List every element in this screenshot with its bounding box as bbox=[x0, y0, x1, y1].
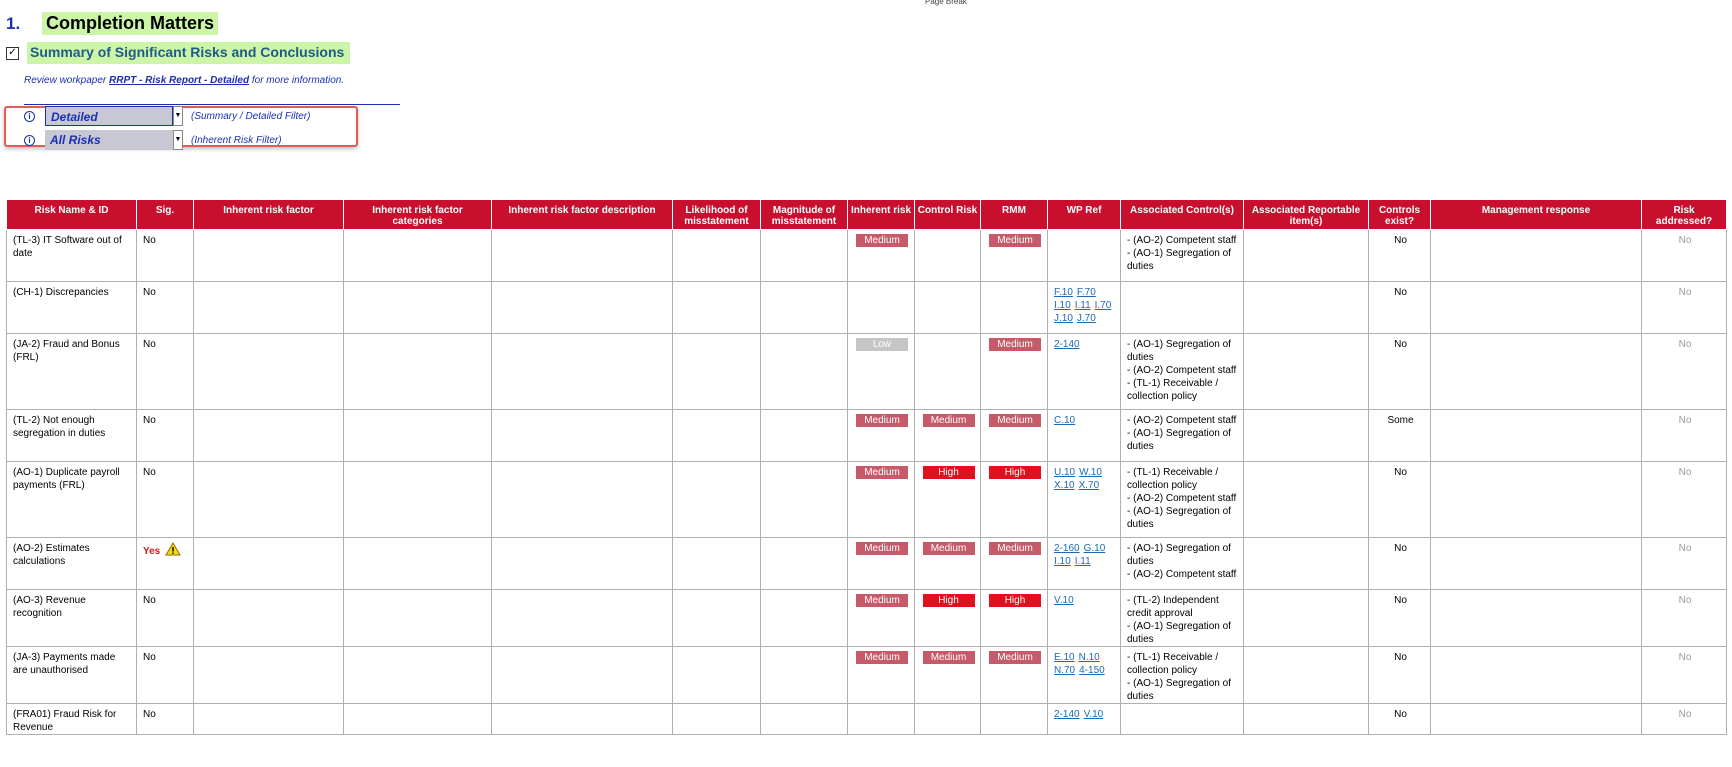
sig-cell bbox=[137, 334, 194, 410]
associated-controls-cell bbox=[1121, 282, 1244, 334]
sig-value: No bbox=[143, 339, 156, 350]
management-response-cell[interactable] bbox=[1431, 282, 1642, 334]
associated-controls-cell bbox=[1121, 230, 1244, 282]
sig-value: No bbox=[143, 287, 156, 298]
wp-ref-link[interactable]: 2-140 bbox=[1054, 709, 1080, 720]
controls-exist-cell: No bbox=[1369, 334, 1431, 410]
column-header: Inherent risk factor categories bbox=[344, 200, 492, 230]
wp-ref-link[interactable]: 2-160 bbox=[1054, 543, 1080, 554]
inherent-risk-factor-cell[interactable] bbox=[194, 704, 344, 735]
sig-value: No bbox=[143, 709, 156, 720]
section-number: 1. bbox=[6, 13, 21, 33]
associated-controls-cell bbox=[1121, 647, 1244, 704]
risk-name-cell[interactable]: (JA-2) Fraud and Bonus (FRL) bbox=[7, 334, 137, 410]
sig-cell bbox=[137, 282, 194, 334]
controls-exist-cell: No bbox=[1369, 647, 1431, 704]
chevron-down-icon[interactable]: ▼ bbox=[173, 130, 183, 150]
inherent-risk-cell bbox=[848, 538, 915, 590]
table-row bbox=[7, 282, 1727, 334]
controls-exist-cell: No bbox=[1369, 704, 1431, 735]
sig-cell bbox=[137, 462, 194, 538]
review-suffix: for more information. bbox=[249, 75, 345, 86]
control-item: - (AO-2) Competent staff bbox=[1127, 415, 1237, 426]
column-header: Sig. bbox=[137, 200, 194, 230]
controls-exist-cell: No bbox=[1369, 282, 1431, 334]
controls-exist-cell: No bbox=[1369, 590, 1431, 647]
table-row bbox=[7, 647, 1727, 704]
management-response-cell[interactable] bbox=[1431, 410, 1642, 462]
review-note bbox=[24, 75, 344, 86]
column-header: Risk addressed? bbox=[1642, 200, 1727, 230]
associated-controls-cell bbox=[1121, 462, 1244, 538]
inherent-risk-factor-description-cell[interactable] bbox=[492, 410, 673, 462]
wp-ref-link[interactable]: V.10 bbox=[1054, 595, 1074, 606]
control-item: - (AO-2) Competent staff bbox=[1127, 493, 1237, 504]
risk-level-badge: High bbox=[923, 594, 975, 607]
rmm-cell bbox=[981, 590, 1048, 647]
inherent-risk-cell bbox=[848, 282, 915, 334]
summary-detailed-dropdown[interactable]: Detailed bbox=[45, 106, 173, 126]
inherent-risk-factor-categories-cell[interactable] bbox=[344, 410, 492, 462]
control-risk-cell bbox=[915, 704, 981, 735]
inherent-risk-factor-categories-cell[interactable] bbox=[344, 334, 492, 410]
management-response-cell[interactable] bbox=[1431, 647, 1642, 704]
control-risk-cell bbox=[915, 410, 981, 462]
controls-exist-cell: No bbox=[1369, 230, 1431, 282]
likelihood-cell[interactable] bbox=[673, 704, 761, 735]
wp-ref-link[interactable]: X.70 bbox=[1078, 480, 1100, 491]
likelihood-cell[interactable] bbox=[673, 334, 761, 410]
risk-table bbox=[6, 199, 1727, 735]
column-header: Inherent risk bbox=[848, 200, 915, 230]
inherent-risk-factor-description-cell[interactable] bbox=[492, 704, 673, 735]
reportable-items-cell[interactable] bbox=[1244, 334, 1369, 410]
sig-cell bbox=[137, 410, 194, 462]
rmm-cell bbox=[981, 704, 1048, 735]
inherent-risk-factor-categories-cell[interactable] bbox=[344, 462, 492, 538]
inherent-risk-factor-description-cell[interactable] bbox=[492, 538, 673, 590]
likelihood-cell[interactable] bbox=[673, 462, 761, 538]
subsection-title: Summary of Significant Risks and Conclusions bbox=[27, 42, 350, 64]
reportable-items-cell[interactable] bbox=[1244, 282, 1369, 334]
management-response-cell[interactable] bbox=[1431, 462, 1642, 538]
wp-ref-link[interactable]: I.70 bbox=[1094, 300, 1112, 311]
table-header-row bbox=[7, 200, 1727, 230]
column-header: Controls exist? bbox=[1369, 200, 1431, 230]
table-row bbox=[7, 462, 1727, 538]
rmm-cell bbox=[981, 462, 1048, 538]
risk-level-badge: Medium bbox=[856, 234, 908, 247]
risk-level-badge: Medium bbox=[856, 414, 908, 427]
wp-ref-link[interactable]: 2-140 bbox=[1054, 339, 1080, 350]
wp-ref-link[interactable]: I.10 bbox=[1054, 300, 1071, 311]
column-header: Risk Name & ID bbox=[7, 200, 137, 230]
control-risk-cell bbox=[915, 647, 981, 704]
risk-level-badge: Medium bbox=[923, 414, 975, 427]
control-item: - (AO-1) Segregation of duties bbox=[1127, 678, 1231, 702]
inherent-risk-dropdown[interactable]: All Risks bbox=[45, 130, 173, 150]
wp-ref-link[interactable]: V.10 bbox=[1083, 709, 1104, 720]
inherent-risk-factor-cell[interactable] bbox=[194, 230, 344, 282]
wp-ref-cell bbox=[1048, 704, 1121, 735]
associated-controls-cell bbox=[1121, 590, 1244, 647]
inherent-risk-factor-cell[interactable] bbox=[194, 647, 344, 704]
sig-cell bbox=[137, 230, 194, 282]
controls-exist-cell: No bbox=[1369, 462, 1431, 538]
risk-level-badge: High bbox=[989, 466, 1041, 479]
sig-cell bbox=[137, 704, 194, 735]
column-header: Magnitude of misstatement bbox=[761, 200, 848, 230]
magnitude-cell[interactable] bbox=[761, 538, 848, 590]
magnitude-cell[interactable] bbox=[761, 410, 848, 462]
reportable-items-cell[interactable] bbox=[1244, 704, 1369, 735]
column-header: Likelihood of misstatement bbox=[673, 200, 761, 230]
risk-level-badge: Medium bbox=[989, 414, 1041, 427]
sig-value: No bbox=[143, 235, 156, 246]
sig-cell bbox=[137, 538, 194, 590]
column-header: Associated Control(s) bbox=[1121, 200, 1244, 230]
reportable-items-cell[interactable] bbox=[1244, 538, 1369, 590]
inherent-risk-factor-description-cell[interactable] bbox=[492, 462, 673, 538]
risk-addressed-cell: No bbox=[1642, 590, 1727, 647]
inherent-risk-factor-cell[interactable] bbox=[194, 334, 344, 410]
control-item: - (AO-1) Segregation of duties bbox=[1127, 428, 1231, 452]
control-item: - (AO-2) Competent staff bbox=[1127, 569, 1237, 580]
rmm-cell bbox=[981, 538, 1048, 590]
risk-addressed-cell: No bbox=[1642, 647, 1727, 704]
reportable-items-cell[interactable] bbox=[1244, 410, 1369, 462]
wp-ref-link[interactable]: G.10 bbox=[1083, 543, 1106, 554]
risk-level-badge: Medium bbox=[856, 466, 908, 479]
wp-ref-cell bbox=[1048, 462, 1121, 538]
risk-level-badge: Medium bbox=[856, 651, 908, 664]
risk-name-cell[interactable]: (TL-2) Not enough segregation in duties bbox=[7, 410, 137, 462]
chevron-down-icon[interactable]: ▼ bbox=[173, 106, 183, 126]
wp-ref-link[interactable]: F.10 bbox=[1054, 287, 1073, 298]
risk-level-badge: Medium bbox=[856, 594, 908, 607]
rmm-cell bbox=[981, 334, 1048, 410]
risk-name-cell[interactable]: (AO-1) Duplicate payroll payments (FRL) bbox=[7, 462, 137, 538]
wp-ref-link[interactable]: F.70 bbox=[1076, 287, 1096, 298]
likelihood-cell[interactable] bbox=[673, 647, 761, 704]
table-row bbox=[7, 704, 1727, 735]
info-icon[interactable]: i bbox=[24, 135, 35, 146]
wp-ref-link[interactable]: J.70 bbox=[1076, 313, 1096, 324]
inherent-risk-cell bbox=[848, 410, 915, 462]
sig-cell bbox=[137, 590, 194, 647]
magnitude-cell[interactable] bbox=[761, 590, 848, 647]
magnitude-cell[interactable] bbox=[761, 704, 848, 735]
wp-ref-cell bbox=[1048, 590, 1121, 647]
control-item: - (TL-1) Receivable / collection policy bbox=[1127, 378, 1219, 402]
magnitude-cell[interactable] bbox=[761, 334, 848, 410]
risk-level-badge: Medium bbox=[923, 542, 975, 555]
inherent-risk-factor-cell[interactable] bbox=[194, 282, 344, 334]
wp-ref-cell bbox=[1048, 647, 1121, 704]
wp-ref-link[interactable]: W.10 bbox=[1079, 467, 1102, 478]
inherent-risk-factor-categories-cell[interactable] bbox=[344, 230, 492, 282]
rmm-cell bbox=[981, 230, 1048, 282]
inherent-risk-cell bbox=[848, 704, 915, 735]
associated-controls-cell bbox=[1121, 704, 1244, 735]
risk-name-cell[interactable]: (CH-1) Discrepancies bbox=[7, 282, 137, 334]
inherent-risk-cell bbox=[848, 230, 915, 282]
inherent-risk-filter-label: (Inherent Risk Filter) bbox=[191, 134, 282, 146]
column-header: RMM bbox=[981, 200, 1048, 230]
control-item: - (AO-1) Segregation of duties bbox=[1127, 339, 1231, 363]
risk-addressed-cell: No bbox=[1642, 282, 1727, 334]
wp-ref-link[interactable]: N.70 bbox=[1054, 665, 1076, 676]
table-row bbox=[7, 410, 1727, 462]
risk-addressed-cell: No bbox=[1642, 538, 1727, 590]
management-response-cell[interactable] bbox=[1431, 538, 1642, 590]
wp-ref-link[interactable]: I.11 bbox=[1074, 556, 1091, 567]
inherent-risk-factor-cell[interactable] bbox=[194, 590, 344, 647]
control-item: - (AO-1) Segregation of duties bbox=[1127, 543, 1231, 567]
risk-level-badge: Medium bbox=[989, 338, 1041, 351]
magnitude-cell[interactable] bbox=[761, 462, 848, 538]
control-item: - (TL-2) Independent credit approval bbox=[1127, 595, 1219, 619]
wp-ref-link[interactable]: 4-150 bbox=[1079, 665, 1105, 676]
inherent-risk-cell bbox=[848, 334, 915, 410]
inherent-risk-factor-cell[interactable] bbox=[194, 462, 344, 538]
management-response-cell[interactable] bbox=[1431, 704, 1642, 735]
associated-controls-cell bbox=[1121, 538, 1244, 590]
inherent-risk-factor-description-cell[interactable] bbox=[492, 282, 673, 334]
risk-name-cell[interactable]: (FRA01) Fraud Risk for Revenue bbox=[7, 704, 137, 735]
page-break-label: Page Break bbox=[925, 0, 967, 6]
review-workpaper-link[interactable]: RRPT - Risk Report - Detailed bbox=[109, 75, 250, 86]
wp-ref-link[interactable]: N.10 bbox=[1078, 652, 1100, 663]
wp-ref-link[interactable]: I.10 bbox=[1054, 556, 1071, 567]
inherent-risk-factor-cell[interactable] bbox=[194, 538, 344, 590]
inherent-risk-factor-cell[interactable] bbox=[194, 410, 344, 462]
wp-ref-cell bbox=[1048, 230, 1121, 282]
column-header: Associated Reportable item(s) bbox=[1244, 200, 1369, 230]
column-header: Inherent risk factor bbox=[194, 200, 344, 230]
risk-level-badge: Medium bbox=[989, 542, 1041, 555]
wp-ref-cell bbox=[1048, 410, 1121, 462]
inherent-risk-factor-categories-cell[interactable] bbox=[344, 590, 492, 647]
sig-value: No bbox=[143, 652, 156, 663]
risk-level-badge: Low bbox=[856, 338, 908, 351]
wp-ref-cell bbox=[1048, 538, 1121, 590]
associated-controls-cell bbox=[1121, 410, 1244, 462]
likelihood-cell[interactable] bbox=[673, 538, 761, 590]
likelihood-cell[interactable] bbox=[673, 590, 761, 647]
control-item: - (TL-1) Receivable / collection policy bbox=[1127, 652, 1219, 676]
control-risk-cell bbox=[915, 590, 981, 647]
risk-level-badge: Medium bbox=[923, 651, 975, 664]
likelihood-cell[interactable] bbox=[673, 230, 761, 282]
controls-exist-cell: No bbox=[1369, 538, 1431, 590]
risk-level-badge: Medium bbox=[989, 234, 1041, 247]
control-risk-cell bbox=[915, 230, 981, 282]
risk-addressed-cell: No bbox=[1642, 410, 1727, 462]
inherent-risk-cell bbox=[848, 462, 915, 538]
control-item: - (AO-2) Competent staff bbox=[1127, 235, 1237, 246]
warning-icon bbox=[165, 542, 181, 556]
sig-value: No bbox=[143, 467, 156, 478]
risk-addressed-cell: No bbox=[1642, 704, 1727, 735]
subsection-checkbox[interactable]: ✓ bbox=[6, 47, 19, 60]
risk-name-cell[interactable]: (JA-3) Payments made are unauthorised bbox=[7, 647, 137, 704]
risk-level-badge: Medium bbox=[989, 651, 1041, 664]
management-response-cell[interactable] bbox=[1431, 334, 1642, 410]
inherent-risk-cell bbox=[848, 590, 915, 647]
likelihood-cell[interactable] bbox=[673, 282, 761, 334]
inherent-risk-filter bbox=[24, 130, 282, 150]
sig-value: No bbox=[143, 595, 156, 606]
control-risk-cell bbox=[915, 282, 981, 334]
reportable-items-cell[interactable] bbox=[1244, 590, 1369, 647]
table-row bbox=[7, 334, 1727, 410]
risk-name-cell[interactable]: (AO-3) Revenue recognition bbox=[7, 590, 137, 647]
table-row bbox=[7, 590, 1727, 647]
inherent-risk-factor-categories-cell[interactable] bbox=[344, 647, 492, 704]
table-row bbox=[7, 230, 1727, 282]
management-response-cell[interactable] bbox=[1431, 590, 1642, 647]
risk-addressed-cell: No bbox=[1642, 334, 1727, 410]
reportable-items-cell[interactable] bbox=[1244, 230, 1369, 282]
rmm-cell bbox=[981, 647, 1048, 704]
inherent-risk-factor-categories-cell[interactable] bbox=[344, 282, 492, 334]
associated-controls-cell bbox=[1121, 334, 1244, 410]
control-item: - (AO-1) Segregation of duties bbox=[1127, 621, 1231, 645]
likelihood-cell[interactable] bbox=[673, 410, 761, 462]
magnitude-cell[interactable] bbox=[761, 230, 848, 282]
info-icon[interactable]: i bbox=[24, 111, 35, 122]
risk-addressed-cell: No bbox=[1642, 230, 1727, 282]
review-prefix: Review workpaper bbox=[24, 75, 110, 86]
wp-ref-cell bbox=[1048, 334, 1121, 410]
magnitude-cell[interactable] bbox=[761, 647, 848, 704]
wp-ref-link[interactable]: J.10 bbox=[1054, 313, 1073, 324]
rmm-cell bbox=[981, 410, 1048, 462]
management-response-cell[interactable] bbox=[1431, 230, 1642, 282]
inherent-risk-factor-description-cell[interactable] bbox=[492, 647, 673, 704]
risk-level-badge: High bbox=[923, 466, 975, 479]
control-item: - (AO-1) Segregation of duties bbox=[1127, 248, 1231, 272]
risk-name-cell[interactable]: (AO-2) Estimates calculations bbox=[7, 538, 137, 590]
sig-value: No bbox=[143, 415, 156, 426]
control-risk-cell bbox=[915, 334, 981, 410]
review-underline bbox=[24, 104, 400, 105]
column-header: Inherent risk factor description bbox=[492, 200, 673, 230]
section-title: Completion Matters bbox=[42, 12, 218, 35]
wp-ref-link[interactable]: E.10 bbox=[1054, 652, 1075, 663]
inherent-risk-factor-categories-cell[interactable] bbox=[344, 704, 492, 735]
column-header: WP Ref bbox=[1048, 200, 1121, 230]
section-heading bbox=[6, 12, 218, 35]
inherent-risk-cell bbox=[848, 647, 915, 704]
table-row bbox=[7, 538, 1727, 590]
rmm-cell bbox=[981, 282, 1048, 334]
control-risk-cell bbox=[915, 538, 981, 590]
risk-level-badge: High bbox=[989, 594, 1041, 607]
control-item: - (AO-2) Competent staff bbox=[1127, 365, 1237, 376]
sig-cell bbox=[137, 647, 194, 704]
control-risk-cell bbox=[915, 462, 981, 538]
controls-exist-cell: Some bbox=[1369, 410, 1431, 462]
summary-detailed-filter-label: (Summary / Detailed Filter) bbox=[191, 110, 311, 122]
subsection-heading bbox=[6, 42, 350, 64]
summary-detailed-filter bbox=[24, 106, 310, 126]
inherent-risk-factor-description-cell[interactable] bbox=[492, 230, 673, 282]
wp-ref-link[interactable]: C.10 bbox=[1054, 415, 1076, 426]
wp-ref-link[interactable]: U.10 bbox=[1054, 467, 1076, 478]
risk-level-badge: Medium bbox=[856, 542, 908, 555]
wp-ref-link[interactable]: I.11 bbox=[1074, 300, 1091, 311]
reportable-items-cell[interactable] bbox=[1244, 647, 1369, 704]
inherent-risk-factor-description-cell[interactable] bbox=[492, 334, 673, 410]
control-item: - (TL-1) Receivable / collection policy bbox=[1127, 467, 1219, 491]
wp-ref-link[interactable]: X.10 bbox=[1054, 480, 1075, 491]
column-header: Management response bbox=[1431, 200, 1642, 230]
sig-value: Yes bbox=[143, 546, 161, 557]
wp-ref-cell bbox=[1048, 282, 1121, 334]
risk-addressed-cell: No bbox=[1642, 462, 1727, 538]
magnitude-cell[interactable] bbox=[761, 282, 848, 334]
inherent-risk-factor-categories-cell[interactable] bbox=[344, 538, 492, 590]
control-item: - (AO-1) Segregation of duties bbox=[1127, 506, 1231, 530]
inherent-risk-factor-description-cell[interactable] bbox=[492, 590, 673, 647]
risk-name-cell[interactable]: (TL-3) IT Software out of date bbox=[7, 230, 137, 282]
reportable-items-cell[interactable] bbox=[1244, 462, 1369, 538]
column-header: Control Risk bbox=[915, 200, 981, 230]
